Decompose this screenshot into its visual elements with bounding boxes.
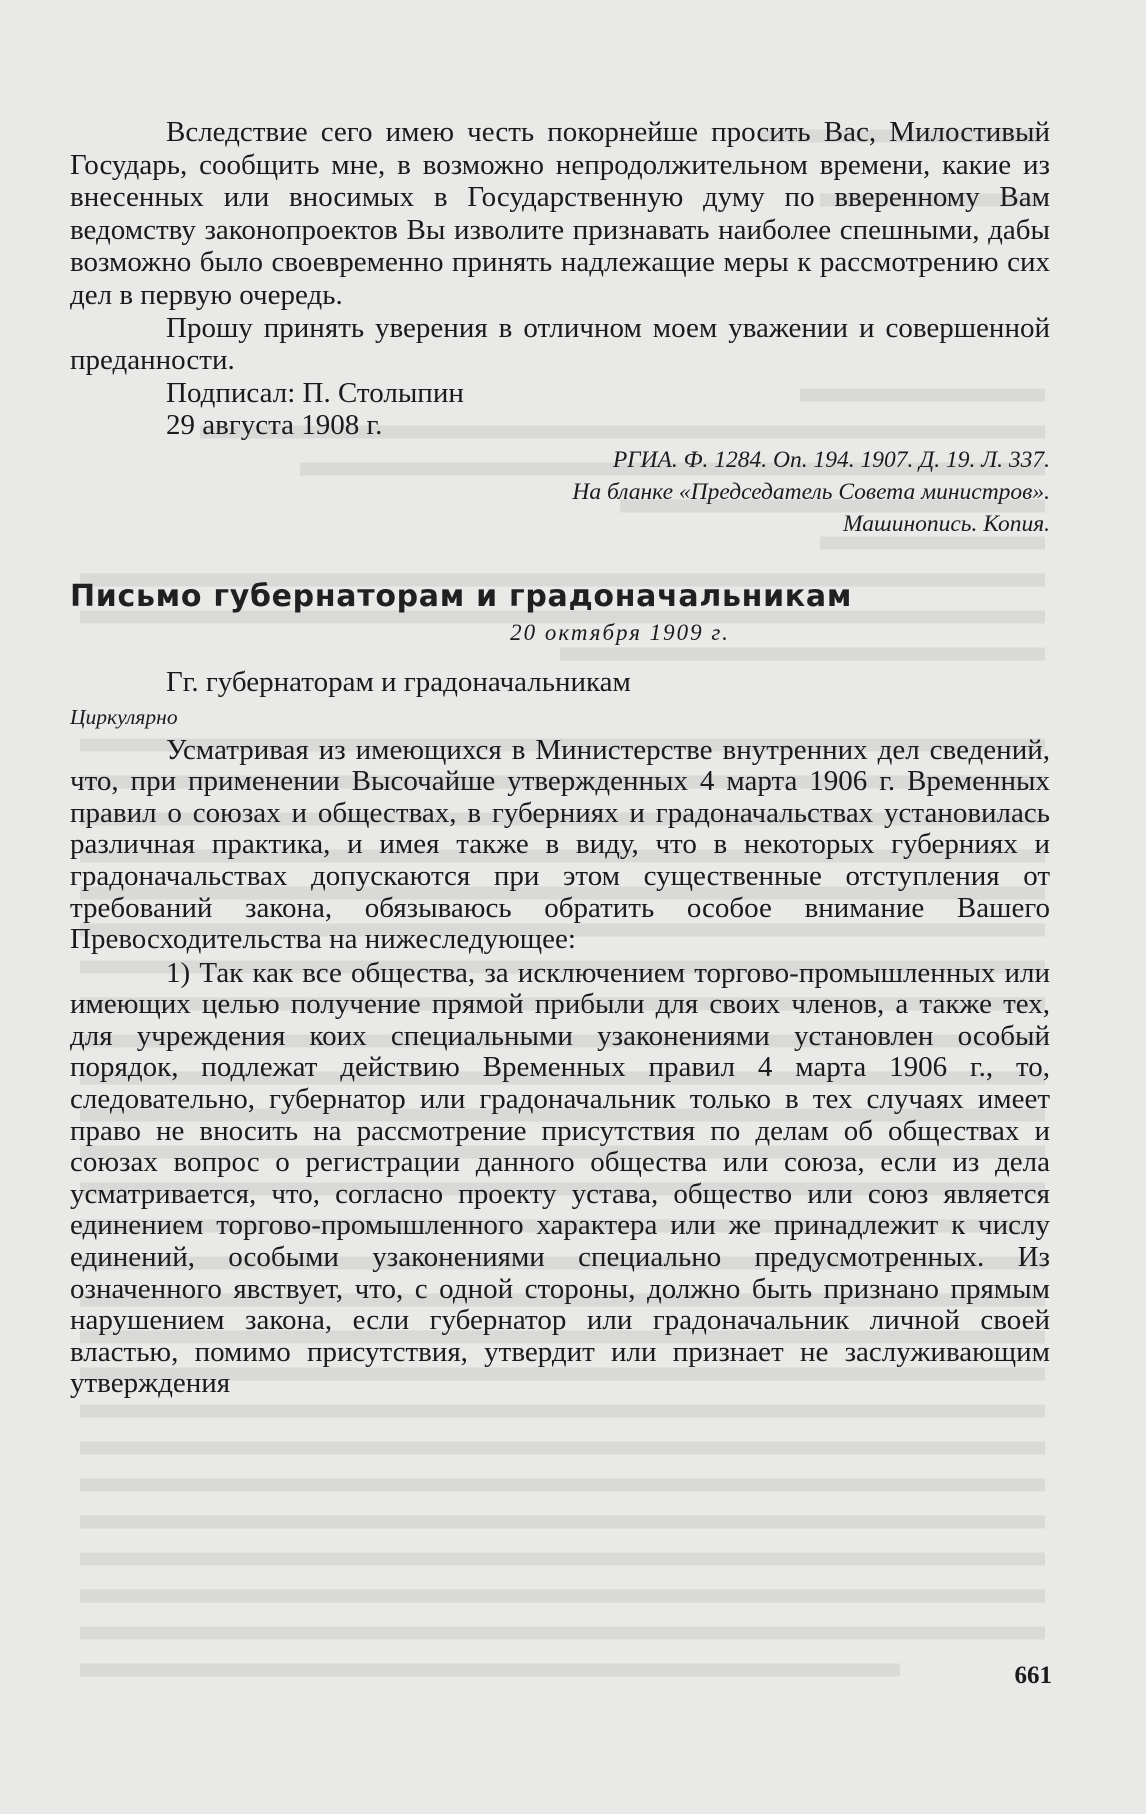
letter-body-paragraph-2: 1) Так как все общества, за исключением торгово-промышленных или имеющих целью получение прямой прибыли для своих членов, а также тех, для учреждения коих специальными узаконениями установлен особый порядок, подлежат действию Временных правил 4 марта 1906 г., то, следовательно, губернатор или градоначальник только в тех случаях имеет право не вносить на рассмотрение присутствия по делам об обществах и союзах вопрос о регистрации данного общества или союза, если из дела усматривается, что, согласно проекту устава, общество или союз является единением торгово-промышленного характера или же принадлежит к числу единений, особыми узаконениями специально предусмотренных. Из означенного явствует, что, с одной стороны, должно быть признано прямым нарушением закона, если губернатор или градоначальник личной своей властью, помимо присутствия, утвердит или признает не заслуживающим утверждения <box>70 956 1050 1400</box>
signature-line: Подписал: П. Столыпин <box>166 376 464 409</box>
page-number: 661 <box>1014 1662 1052 1689</box>
closing-request-paragraph: Вследствие сего имею честь покорнейше просить Вас, Милостивый Государь, сообщить мне, в возможно непродолжительном времени, какие из внесенных или вносимых в Государственную думу по вверенному Вам ведомству законопроектов Вы изволите признавать наиболее спешными, дабы возможно было своевременно принять надлежащие меры к рассмотрению сих дел в первую очередь. <box>70 116 1050 311</box>
letterhead-note: На бланке «Председатель Совета министров». <box>572 478 1050 505</box>
document-form-note: Машинопись. Копия. <box>842 510 1050 537</box>
letter-body-paragraph-1: Усматривая из имеющихся в Министерстве внутренних дел сведений, что, при применении Высочайше утвержденных 4 марта 1906 г. Временных правил о союзах и обществах, в губерниях и градоначальствах установилась различная практика, и имея также в виду, что в некоторых губерниях и градоначальствах допускаются при этом существенные отступления от требований закона, обязываюсь обратить особое внимание Вашего Превосходительства на нижеследующее: <box>70 733 1050 956</box>
letter-date: 29 августа 1908 г. <box>166 409 383 442</box>
section-title: Письмо губернаторам и градоначальникам <box>70 578 853 614</box>
archive-reference: РГИА. Ф. 1284. Оп. 194. 1907. Д. 19. Л. 337. <box>612 446 1050 473</box>
addressee-line: Гг. губернаторам и градоначальникам <box>166 665 631 698</box>
circular-note: Циркулярно <box>70 704 178 729</box>
section-date: 20 октября 1909 г. <box>510 619 730 645</box>
archival-source-note <box>70 444 1050 540</box>
closing-courtesy-paragraph: Прошу принять уверения в отличном моем уважении и совершенной преданности. <box>70 311 1050 377</box>
page-body <box>70 116 1050 1400</box>
